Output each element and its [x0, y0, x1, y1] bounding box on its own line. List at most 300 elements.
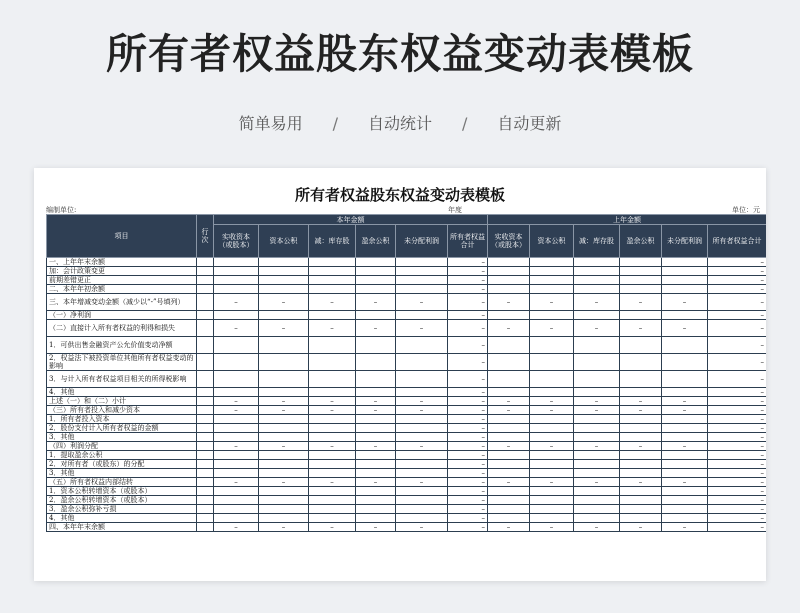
line-number-cell[interactable]: [197, 267, 214, 276]
amount-cell[interactable]: [214, 496, 259, 505]
amount-cell[interactable]: –: [448, 371, 488, 388]
amount-cell[interactable]: [309, 424, 356, 433]
amount-cell[interactable]: [574, 285, 620, 294]
amount-cell[interactable]: –: [356, 523, 396, 532]
line-number-cell[interactable]: [197, 523, 214, 532]
amount-cell[interactable]: [662, 311, 708, 320]
amount-cell[interactable]: [309, 388, 356, 397]
amount-cell[interactable]: [530, 388, 574, 397]
amount-cell[interactable]: [214, 469, 259, 478]
amount-cell[interactable]: [396, 258, 448, 267]
amount-cell[interactable]: [259, 451, 309, 460]
amount-cell[interactable]: [259, 371, 309, 388]
amount-cell[interactable]: –: [448, 311, 488, 320]
line-number-cell[interactable]: [197, 371, 214, 388]
row-label[interactable]: 3．盈余公积弥补亏损: [47, 505, 197, 514]
amount-cell[interactable]: –: [448, 294, 488, 311]
amount-cell[interactable]: [530, 514, 574, 523]
amount-cell[interactable]: –: [530, 320, 574, 337]
amount-cell[interactable]: [662, 337, 708, 354]
amount-cell[interactable]: –: [620, 294, 662, 311]
row-label[interactable]: （五）所有者权益内部结转: [47, 478, 197, 487]
amount-cell[interactable]: –: [396, 397, 448, 406]
amount-cell[interactable]: [530, 460, 574, 469]
row-label[interactable]: 2．股份支付计入所有者权益的金额: [47, 424, 197, 433]
amount-cell[interactable]: –: [396, 294, 448, 311]
amount-cell[interactable]: [574, 371, 620, 388]
amount-cell[interactable]: –: [488, 442, 530, 451]
amount-cell[interactable]: [620, 311, 662, 320]
amount-cell[interactable]: [396, 424, 448, 433]
amount-cell[interactable]: –: [448, 460, 488, 469]
amount-cell[interactable]: [530, 371, 574, 388]
amount-cell[interactable]: [620, 267, 662, 276]
amount-cell[interactable]: [662, 424, 708, 433]
amount-cell[interactable]: –: [448, 487, 488, 496]
line-number-cell[interactable]: [197, 514, 214, 523]
row-label[interactable]: 2．盈余公积转增资本（或股本）: [47, 496, 197, 505]
line-number-cell[interactable]: [197, 460, 214, 469]
amount-cell[interactable]: [488, 258, 530, 267]
amount-cell[interactable]: [530, 276, 574, 285]
amount-cell[interactable]: [574, 267, 620, 276]
amount-cell[interactable]: [396, 276, 448, 285]
amount-cell[interactable]: –: [448, 415, 488, 424]
amount-cell[interactable]: –: [448, 354, 488, 371]
amount-cell[interactable]: –: [309, 442, 356, 451]
amount-cell[interactable]: [488, 415, 530, 424]
row-label[interactable]: （三）所有者投入和减少资本: [47, 406, 197, 415]
amount-cell[interactable]: [574, 460, 620, 469]
amount-cell[interactable]: [396, 514, 448, 523]
row-label[interactable]: 上述（一）和（二）小计: [47, 397, 197, 406]
amount-cell[interactable]: –: [708, 478, 767, 487]
amount-cell[interactable]: [530, 424, 574, 433]
row-label[interactable]: 4．其他: [47, 388, 197, 397]
row-label[interactable]: 1．可供出售金融资产公允价值变动净额: [47, 337, 197, 354]
amount-cell[interactable]: [259, 487, 309, 496]
amount-cell[interactable]: [309, 496, 356, 505]
amount-cell[interactable]: [214, 267, 259, 276]
amount-cell[interactable]: [396, 496, 448, 505]
amount-cell[interactable]: –: [574, 442, 620, 451]
amount-cell[interactable]: [662, 469, 708, 478]
row-label[interactable]: 1．提取盈余公积: [47, 451, 197, 460]
amount-cell[interactable]: [259, 354, 309, 371]
row-label[interactable]: 四、本年年末余额: [47, 523, 197, 532]
amount-cell[interactable]: –: [214, 294, 259, 311]
amount-cell[interactable]: [259, 460, 309, 469]
amount-cell[interactable]: [574, 496, 620, 505]
amount-cell[interactable]: [356, 415, 396, 424]
amount-cell[interactable]: [356, 371, 396, 388]
amount-cell[interactable]: [214, 371, 259, 388]
amount-cell[interactable]: –: [708, 496, 767, 505]
row-label[interactable]: 一、上年年末余额: [47, 258, 197, 267]
amount-cell[interactable]: –: [662, 478, 708, 487]
row-label[interactable]: 加：会计政策变更: [47, 267, 197, 276]
amount-cell[interactable]: –: [356, 478, 396, 487]
amount-cell[interactable]: [620, 371, 662, 388]
amount-cell[interactable]: –: [356, 320, 396, 337]
amount-cell[interactable]: [356, 424, 396, 433]
amount-cell[interactable]: –: [214, 478, 259, 487]
amount-cell[interactable]: –: [708, 415, 767, 424]
line-number-cell[interactable]: [197, 354, 214, 371]
amount-cell[interactable]: [662, 371, 708, 388]
amount-cell[interactable]: –: [396, 442, 448, 451]
line-number-cell[interactable]: [197, 388, 214, 397]
amount-cell[interactable]: [574, 388, 620, 397]
amount-cell[interactable]: –: [214, 442, 259, 451]
amount-cell[interactable]: [620, 276, 662, 285]
amount-cell[interactable]: –: [488, 320, 530, 337]
amount-cell[interactable]: [488, 469, 530, 478]
amount-cell[interactable]: [214, 451, 259, 460]
amount-cell[interactable]: [574, 258, 620, 267]
amount-cell[interactable]: [488, 267, 530, 276]
amount-cell[interactable]: –: [448, 505, 488, 514]
amount-cell[interactable]: [356, 388, 396, 397]
amount-cell[interactable]: [259, 337, 309, 354]
amount-cell[interactable]: [356, 496, 396, 505]
amount-cell[interactable]: –: [448, 388, 488, 397]
amount-cell[interactable]: –: [259, 294, 309, 311]
amount-cell[interactable]: [214, 258, 259, 267]
amount-cell[interactable]: [396, 311, 448, 320]
amount-cell[interactable]: [259, 258, 309, 267]
line-number-cell[interactable]: [197, 337, 214, 354]
amount-cell[interactable]: –: [530, 478, 574, 487]
amount-cell[interactable]: [396, 460, 448, 469]
amount-cell[interactable]: –: [708, 442, 767, 451]
amount-cell[interactable]: –: [214, 397, 259, 406]
amount-cell[interactable]: [259, 267, 309, 276]
amount-cell[interactable]: –: [708, 311, 767, 320]
amount-cell[interactable]: [214, 505, 259, 514]
amount-cell[interactable]: –: [574, 523, 620, 532]
amount-cell[interactable]: [356, 337, 396, 354]
amount-cell[interactable]: [662, 267, 708, 276]
amount-cell[interactable]: –: [396, 523, 448, 532]
line-number-cell[interactable]: [197, 285, 214, 294]
amount-cell[interactable]: [259, 496, 309, 505]
amount-cell[interactable]: –: [708, 267, 767, 276]
line-number-cell[interactable]: [197, 397, 214, 406]
amount-cell[interactable]: –: [620, 406, 662, 415]
amount-cell[interactable]: [574, 433, 620, 442]
amount-cell[interactable]: –: [620, 397, 662, 406]
amount-cell[interactable]: [574, 424, 620, 433]
amount-cell[interactable]: [309, 337, 356, 354]
amount-cell[interactable]: [620, 285, 662, 294]
amount-cell[interactable]: –: [309, 320, 356, 337]
row-label[interactable]: （二）直接计入所有者权益的利得和损失: [47, 320, 197, 337]
amount-cell[interactable]: –: [259, 406, 309, 415]
amount-cell[interactable]: –: [662, 442, 708, 451]
amount-cell[interactable]: –: [448, 496, 488, 505]
amount-cell[interactable]: [620, 514, 662, 523]
amount-cell[interactable]: –: [448, 337, 488, 354]
amount-cell[interactable]: [214, 433, 259, 442]
amount-cell[interactable]: [356, 311, 396, 320]
amount-cell[interactable]: [396, 371, 448, 388]
amount-cell[interactable]: [574, 514, 620, 523]
amount-cell[interactable]: –: [708, 258, 767, 267]
amount-cell[interactable]: –: [708, 320, 767, 337]
amount-cell[interactable]: [574, 451, 620, 460]
amount-cell[interactable]: [214, 514, 259, 523]
amount-cell[interactable]: [396, 415, 448, 424]
amount-cell[interactable]: [530, 451, 574, 460]
amount-cell[interactable]: [396, 451, 448, 460]
amount-cell[interactable]: –: [259, 320, 309, 337]
amount-cell[interactable]: [396, 487, 448, 496]
amount-cell[interactable]: –: [214, 523, 259, 532]
amount-cell[interactable]: [309, 460, 356, 469]
amount-cell[interactable]: –: [448, 433, 488, 442]
amount-cell[interactable]: [530, 267, 574, 276]
amount-cell[interactable]: [309, 311, 356, 320]
amount-cell[interactable]: [662, 433, 708, 442]
amount-cell[interactable]: [259, 285, 309, 294]
amount-cell[interactable]: [259, 433, 309, 442]
amount-cell[interactable]: [574, 505, 620, 514]
amount-cell[interactable]: [530, 496, 574, 505]
amount-cell[interactable]: [356, 460, 396, 469]
amount-cell[interactable]: [309, 505, 356, 514]
amount-cell[interactable]: [356, 267, 396, 276]
amount-cell[interactable]: [662, 415, 708, 424]
line-number-cell[interactable]: [197, 442, 214, 451]
amount-cell[interactable]: –: [448, 267, 488, 276]
amount-cell[interactable]: [530, 505, 574, 514]
amount-cell[interactable]: –: [214, 320, 259, 337]
amount-cell[interactable]: [620, 460, 662, 469]
amount-cell[interactable]: –: [214, 406, 259, 415]
amount-cell[interactable]: [214, 460, 259, 469]
amount-cell[interactable]: [620, 433, 662, 442]
amount-cell[interactable]: [620, 469, 662, 478]
amount-cell[interactable]: [488, 496, 530, 505]
amount-cell[interactable]: –: [488, 523, 530, 532]
amount-cell[interactable]: –: [708, 424, 767, 433]
row-label[interactable]: （四）利润分配: [47, 442, 197, 451]
line-number-cell[interactable]: [197, 505, 214, 514]
amount-cell[interactable]: [662, 460, 708, 469]
amount-cell[interactable]: –: [259, 397, 309, 406]
amount-cell[interactable]: –: [708, 397, 767, 406]
amount-cell[interactable]: –: [708, 469, 767, 478]
amount-cell[interactable]: [620, 451, 662, 460]
amount-cell[interactable]: –: [448, 424, 488, 433]
amount-cell[interactable]: [620, 337, 662, 354]
amount-cell[interactable]: [488, 460, 530, 469]
amount-cell[interactable]: [488, 505, 530, 514]
amount-cell[interactable]: –: [448, 442, 488, 451]
amount-cell[interactable]: [662, 354, 708, 371]
amount-cell[interactable]: [214, 388, 259, 397]
amount-cell[interactable]: –: [708, 371, 767, 388]
line-number-cell[interactable]: [197, 451, 214, 460]
amount-cell[interactable]: [214, 487, 259, 496]
amount-cell[interactable]: –: [708, 276, 767, 285]
amount-cell[interactable]: –: [708, 285, 767, 294]
amount-cell[interactable]: –: [662, 294, 708, 311]
amount-cell[interactable]: –: [574, 294, 620, 311]
row-label[interactable]: 3．其他: [47, 469, 197, 478]
amount-cell[interactable]: [530, 285, 574, 294]
amount-cell[interactable]: –: [448, 478, 488, 487]
amount-cell[interactable]: [488, 424, 530, 433]
amount-cell[interactable]: [530, 415, 574, 424]
amount-cell[interactable]: [214, 354, 259, 371]
amount-cell[interactable]: [259, 415, 309, 424]
line-number-cell[interactable]: [197, 294, 214, 311]
amount-cell[interactable]: –: [530, 442, 574, 451]
amount-cell[interactable]: [309, 276, 356, 285]
amount-cell[interactable]: –: [708, 388, 767, 397]
amount-cell[interactable]: [662, 285, 708, 294]
amount-cell[interactable]: [620, 388, 662, 397]
amount-cell[interactable]: [488, 487, 530, 496]
amount-cell[interactable]: –: [448, 320, 488, 337]
amount-cell[interactable]: –: [488, 397, 530, 406]
amount-cell[interactable]: –: [574, 320, 620, 337]
line-number-cell[interactable]: [197, 496, 214, 505]
amount-cell[interactable]: –: [662, 523, 708, 532]
amount-cell[interactable]: [356, 514, 396, 523]
amount-cell[interactable]: [620, 505, 662, 514]
amount-cell[interactable]: –: [708, 406, 767, 415]
amount-cell[interactable]: [309, 354, 356, 371]
amount-cell[interactable]: [662, 505, 708, 514]
amount-cell[interactable]: [259, 311, 309, 320]
amount-cell[interactable]: –: [662, 397, 708, 406]
line-number-cell[interactable]: [197, 320, 214, 337]
amount-cell[interactable]: –: [356, 294, 396, 311]
amount-cell[interactable]: [488, 388, 530, 397]
amount-cell[interactable]: [620, 487, 662, 496]
amount-cell[interactable]: [309, 285, 356, 294]
amount-cell[interactable]: –: [620, 320, 662, 337]
line-number-cell[interactable]: [197, 487, 214, 496]
row-label[interactable]: 三、本年增减变动金额（减少以“-”号填列）: [47, 294, 197, 311]
amount-cell[interactable]: [259, 424, 309, 433]
amount-cell[interactable]: –: [259, 523, 309, 532]
amount-cell[interactable]: [259, 388, 309, 397]
amount-cell[interactable]: –: [530, 406, 574, 415]
amount-cell[interactable]: [488, 433, 530, 442]
amount-cell[interactable]: [309, 487, 356, 496]
amount-cell[interactable]: [214, 337, 259, 354]
amount-cell[interactable]: [530, 469, 574, 478]
amount-cell[interactable]: [530, 258, 574, 267]
amount-cell[interactable]: –: [708, 433, 767, 442]
amount-cell[interactable]: –: [309, 478, 356, 487]
line-number-cell[interactable]: [197, 478, 214, 487]
amount-cell[interactable]: [396, 267, 448, 276]
amount-cell[interactable]: –: [448, 514, 488, 523]
amount-cell[interactable]: [396, 388, 448, 397]
row-label[interactable]: 1．资本公积转增资本（或股本）: [47, 487, 197, 496]
amount-cell[interactable]: [309, 433, 356, 442]
amount-cell[interactable]: [396, 505, 448, 514]
amount-cell[interactable]: –: [309, 523, 356, 532]
amount-cell[interactable]: [396, 354, 448, 371]
amount-cell[interactable]: [620, 424, 662, 433]
amount-cell[interactable]: –: [708, 514, 767, 523]
amount-cell[interactable]: –: [259, 442, 309, 451]
amount-cell[interactable]: –: [448, 258, 488, 267]
amount-cell[interactable]: –: [708, 460, 767, 469]
amount-cell[interactable]: –: [708, 451, 767, 460]
amount-cell[interactable]: [662, 487, 708, 496]
amount-cell[interactable]: –: [309, 397, 356, 406]
amount-cell[interactable]: –: [574, 478, 620, 487]
amount-cell[interactable]: –: [309, 294, 356, 311]
amount-cell[interactable]: [662, 388, 708, 397]
amount-cell[interactable]: –: [259, 478, 309, 487]
amount-cell[interactable]: [574, 276, 620, 285]
amount-cell[interactable]: [356, 258, 396, 267]
amount-cell[interactable]: [488, 514, 530, 523]
amount-cell[interactable]: –: [448, 397, 488, 406]
line-number-cell[interactable]: [197, 433, 214, 442]
amount-cell[interactable]: –: [530, 397, 574, 406]
amount-cell[interactable]: –: [708, 294, 767, 311]
row-label[interactable]: 4．其他: [47, 514, 197, 523]
amount-cell[interactable]: [214, 276, 259, 285]
amount-cell[interactable]: –: [448, 523, 488, 532]
amount-cell[interactable]: [574, 354, 620, 371]
row-label[interactable]: 二、本年年初余额: [47, 285, 197, 294]
amount-cell[interactable]: [662, 451, 708, 460]
amount-cell[interactable]: –: [356, 406, 396, 415]
amount-cell[interactable]: [662, 258, 708, 267]
amount-cell[interactable]: [488, 311, 530, 320]
amount-cell[interactable]: [356, 451, 396, 460]
amount-cell[interactable]: –: [708, 505, 767, 514]
amount-cell[interactable]: –: [662, 320, 708, 337]
amount-cell[interactable]: [259, 514, 309, 523]
amount-cell[interactable]: [530, 337, 574, 354]
amount-cell[interactable]: –: [530, 294, 574, 311]
amount-cell[interactable]: –: [488, 406, 530, 415]
amount-cell[interactable]: –: [708, 487, 767, 496]
amount-cell[interactable]: [574, 415, 620, 424]
amount-cell[interactable]: –: [488, 294, 530, 311]
row-label[interactable]: （一）净利润: [47, 311, 197, 320]
amount-cell[interactable]: [356, 285, 396, 294]
amount-cell[interactable]: [530, 354, 574, 371]
amount-cell[interactable]: [259, 276, 309, 285]
amount-cell[interactable]: [309, 371, 356, 388]
amount-cell[interactable]: [488, 451, 530, 460]
amount-cell[interactable]: –: [356, 397, 396, 406]
amount-cell[interactable]: –: [620, 478, 662, 487]
amount-cell[interactable]: [574, 311, 620, 320]
amount-cell[interactable]: –: [309, 406, 356, 415]
amount-cell[interactable]: –: [620, 442, 662, 451]
amount-cell[interactable]: [356, 354, 396, 371]
amount-cell[interactable]: [574, 337, 620, 354]
amount-cell[interactable]: –: [356, 442, 396, 451]
amount-cell[interactable]: –: [488, 478, 530, 487]
amount-cell[interactable]: [620, 415, 662, 424]
amount-cell[interactable]: [530, 433, 574, 442]
amount-cell[interactable]: [309, 267, 356, 276]
